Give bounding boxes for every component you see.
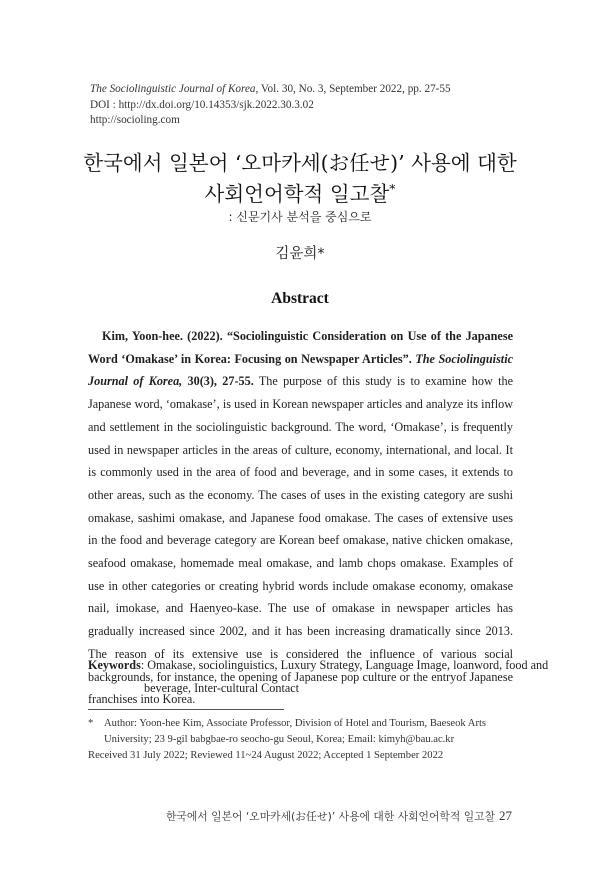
- journal-name: The Sociolinguistic Journal of Korea,: [90, 83, 259, 95]
- keywords: [88, 654, 569, 699]
- footnote-address: University; 23 9-gil babgbae-ro seocho-gu Seoul, Korea; Email: kimyh@bau.ac.kr: [104, 733, 455, 745]
- footnote: [88, 716, 518, 763]
- page-number: 27: [499, 808, 512, 823]
- author-name: 김윤희*: [275, 246, 325, 262]
- doi-line[interactable]: DOI : http://dx.doi.org/10.14353/sjk.2022.30.3.02: [90, 98, 314, 111]
- abstract-citation-journal: The Sociolinguistic Journal of Korea,: [88, 351, 513, 389]
- journal-citation-line: [90, 82, 451, 98]
- running-title: 한국에서 일본어 ‘오마카세(お任せ)’ 사용에 대한 사회언어학적 일고찰: [165, 810, 495, 823]
- footnote-mark: *: [88, 718, 94, 729]
- page-footer: [166, 808, 512, 824]
- title-line-2: [40, 176, 560, 207]
- abstract-citation-volume: 30(3), 27-55.: [182, 374, 254, 389]
- title-line-1: 한국에서 일본어 ‘오마카세(お任せ)’ 사용에 대한: [83, 151, 517, 175]
- footnote-dates: Received 31 July 2022; Reviewed 11~24 August 2022; Accepted 1 September 2022: [88, 749, 444, 761]
- footnote-divider: [88, 709, 284, 710]
- abstract-text: The purpose of this study is to examine how the Japanese word, ‘omakase’, is used in Korean newspaper articles and analyze its inflow and settlement in the sociolinguistic background. The word, ‘Omakase’, is frequently used in newspaper articles in the areas of culture, economy, international, and local. It is commonly used in the area of food and beverage, and in some cases, it extends to other areas, such as the economy. The cases of uses in the existing category are sushi omakase, sashimi omakase, and Japanese food omakase. The cases of extensive uses in the food and beverage category are Korean beef omakase, native chicken omakase, seafood omakase, homemade meal omakase, and lamb chops omakase. Examples of use in other categories or creating hybrid words include omakase economy, omakase nail, imokase, and Haenyeo-kase. The use of omakase in newspaper articles has gradually increased since 2002, and it has been increasing dramatically since 2013. The reason of its extensive use is considered the influence of various social backgrounds, for instance, the opening of Japanese pop culture or the entryof Japanese franchises into Korea.: [88, 374, 513, 707]
- abstract-heading: Abstract: [271, 290, 329, 307]
- journal-details: Vol. 30, No. 3, September 2022, pp. 27-55: [258, 83, 451, 95]
- footnote-author: Author: Yoon-hee Kim, Associate Professor, Division of Hotel and Tourism, Baeseok Arts: [104, 718, 487, 729]
- paper-title: [40, 150, 560, 207]
- journal-info: [90, 82, 451, 129]
- keywords-label: Keywords: [88, 658, 141, 672]
- paper-subtitle: : 신문기사 분석을 중심으로: [228, 210, 372, 224]
- abstract-citation: Kim, Yoon-hee. (2022). “Sociolinguistic Consideration on Use of the Japanese Word ‘Omakase’ in Korea: Focusing on Newspaper Articles”.: [88, 329, 513, 366]
- title-footnote-mark: *: [389, 182, 396, 196]
- journal-url[interactable]: http://socioling.com: [90, 114, 180, 126]
- footnote-author-line: [88, 716, 518, 732]
- title-line-2-text: 사회언어학적 일고찰: [204, 181, 390, 206]
- keywords-text: : Omakase, sociolinguistics, Luxury Strategy, Language Image, loanword, food and beverage, Inter-cultural Contact: [140, 658, 549, 695]
